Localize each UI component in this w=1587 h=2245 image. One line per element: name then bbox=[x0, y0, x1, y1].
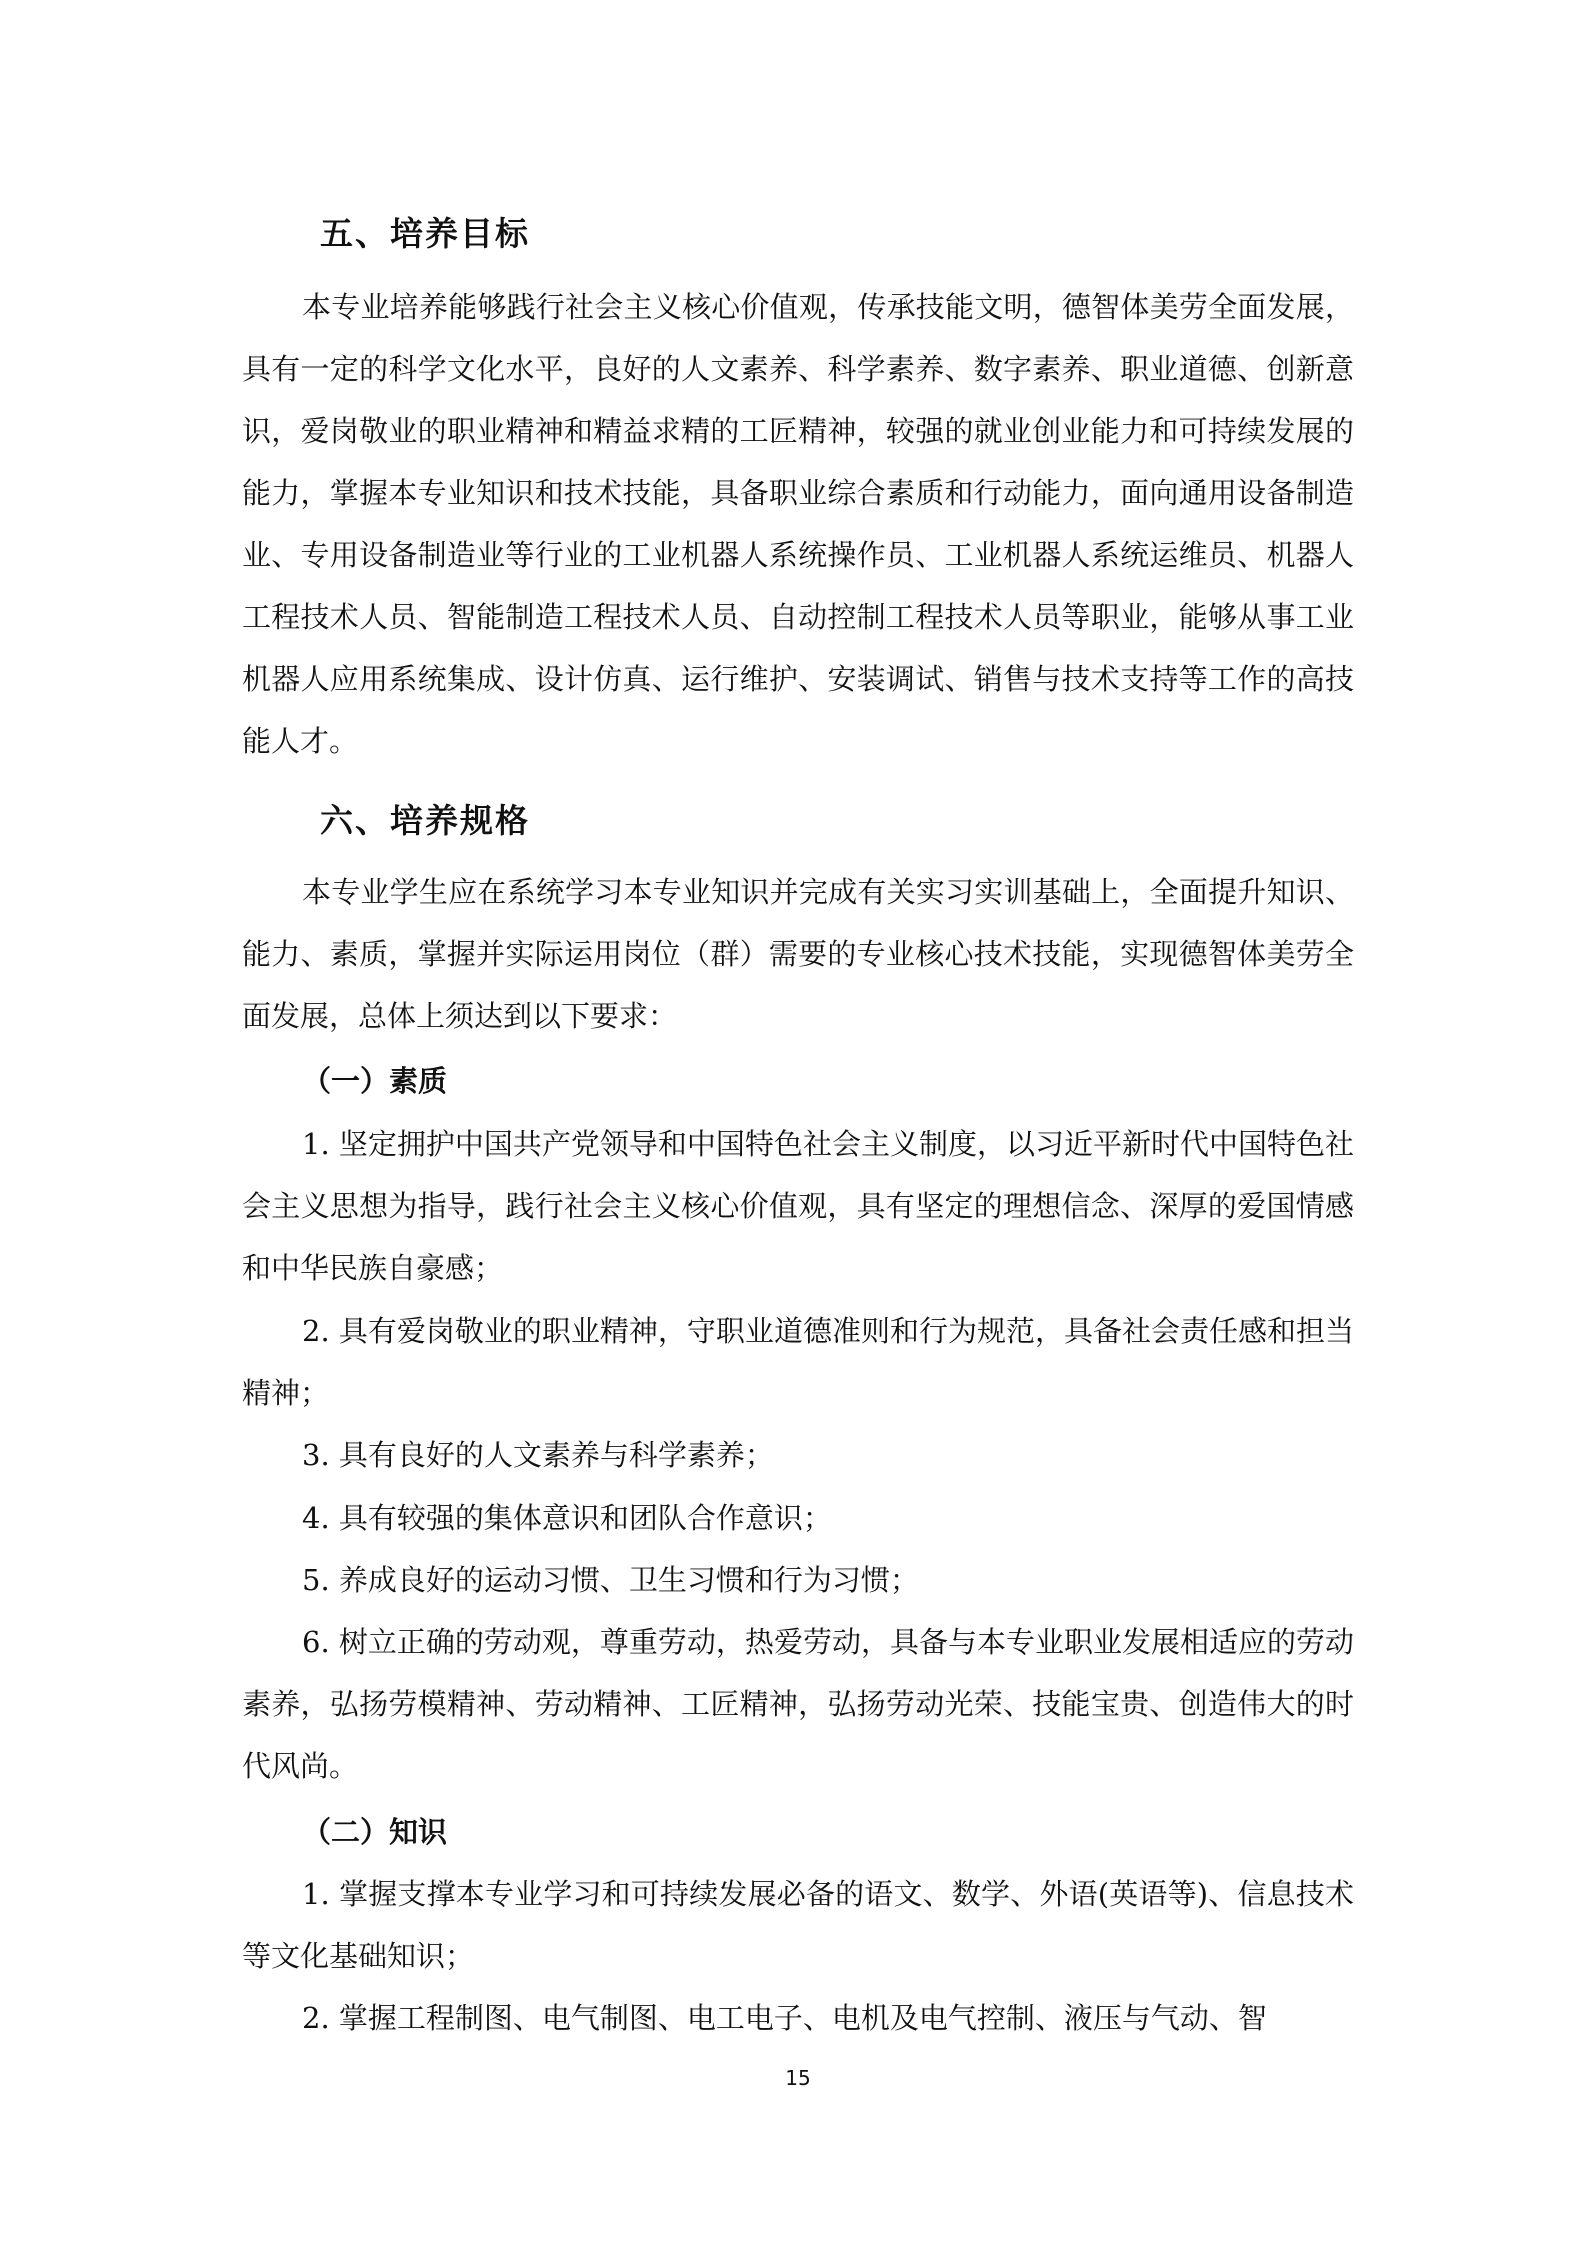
knowledge-subheading: （二）知识 bbox=[302, 1815, 448, 1849]
section-5-heading: 五、培养目标 bbox=[320, 214, 530, 253]
quality-item-1: 1. 坚定拥护中国共产党领导和中国特色社会主义制度，以习近平新时代中国特色社会主义思想为指导，践行社会主义核心价值观，具有坚定的理想信念、深厚的爱国情感和中华民族自豪感； bbox=[242, 1127, 1354, 1285]
quality-item-4: 4. 具有较强的集体意识和团队合作意识； bbox=[302, 1501, 832, 1535]
quality-subheading: （一）素质 bbox=[302, 1064, 448, 1098]
section-6-intro: 本专业学生应在系统学习本专业知识并完成有关实习实训基础上，全面提升知识、能力、素质，掌握并实际运用岗位（群）需要的专业核心技术技能，实现德智体美劳全面发展，总体上须达到以下要求： bbox=[242, 875, 1354, 1033]
page-number: 15 bbox=[785, 2066, 811, 2090]
quality-item-5: 5. 养成良好的运动习惯、卫生习惯和行为习惯； bbox=[302, 1563, 919, 1597]
knowledge-item-2: 2. 掌握工程制图、电气制图、电工电子、电机及电气控制、液压与气动、智 bbox=[302, 2001, 1267, 2035]
knowledge-item-1: 1. 掌握支撑本专业学习和可持续发展必备的语文、数学、外语(英语等)、信息技术等文化基础知识； bbox=[242, 1877, 1354, 1973]
quality-item-2: 2. 具有爱岗敬业的职业精神，守职业道德准则和行为规范，具备社会责任感和担当精神； bbox=[242, 1314, 1354, 1410]
section-5-paragraph: 本专业培养能够践行社会主义核心价值观，传承技能文明，德智体美劳全面发展，具有一定的科学文化水平，良好的人文素养、科学素养、数字素养、职业道德、创新意识，爱岗敬业的职业精神和精益求精的工匠精神，较强的就业创业能力和可持续发展的能力，掌握本专业知识和技术技能，具备职业综合素质和行动能力，面向通用设备制造业、专用设备制造业等行业的工业机器人系统操作员、工业机器人系统运维员、机器人工程技术人员、智能制造工程技术人员、自动控制工程技术人员等职业，能够从事工业机器人应用系统集成、设计仿真、运行维护、安装调试、销售与技术支持等工作的高技能人才。 bbox=[242, 290, 1354, 758]
quality-item-3: 3. 具有良好的人文素养与科学素养； bbox=[302, 1438, 774, 1472]
document-page bbox=[242, 0, 1354, 2245]
section-6-heading: 六、培养规格 bbox=[320, 801, 530, 840]
quality-item-6: 6. 树立正确的劳动观，尊重劳动，热爱劳动，具备与本专业职业发展相适应的劳动素养，弘扬劳模精神、劳动精神、工匠精神，弘扬劳动光荣、技能宝贵、创造伟大的时代风尚。 bbox=[242, 1625, 1354, 1783]
